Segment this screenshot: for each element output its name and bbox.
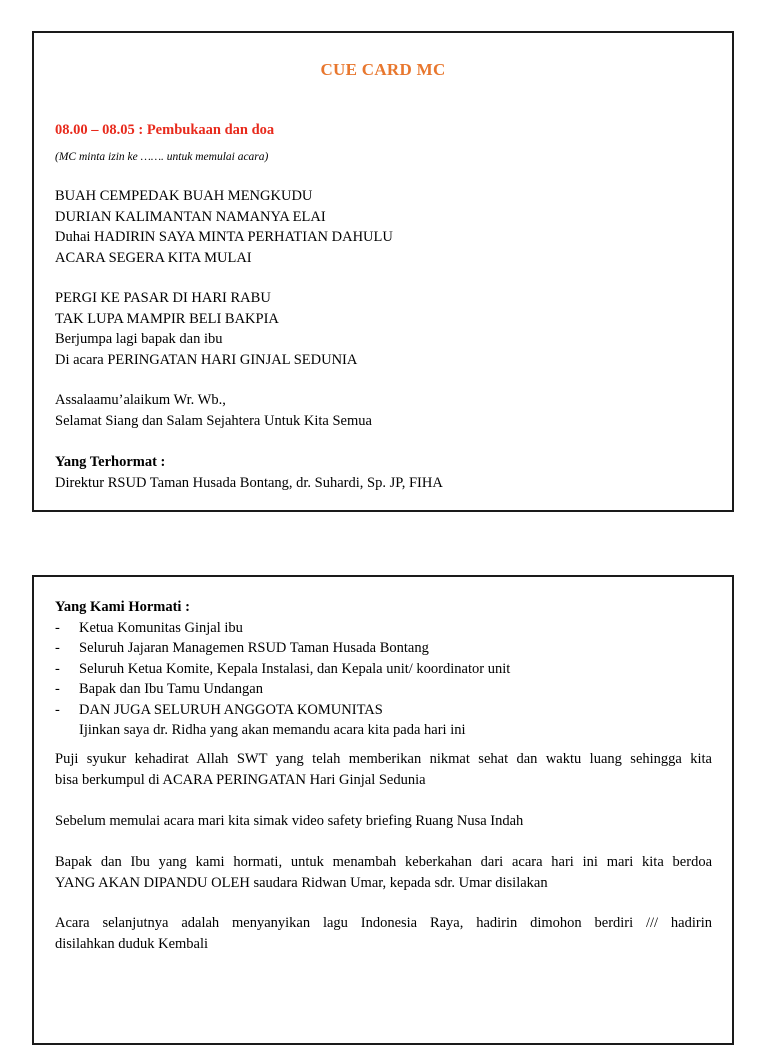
- paragraph-line: YANG AKAN DIPANDU OLEH saudara Ridwan Umar, kepada sdr. Umar disilakan: [55, 875, 548, 891]
- card-title: CUE CARD MC: [320, 60, 446, 79]
- paragraph-4: [55, 913, 712, 955]
- paragraph-3: [55, 852, 712, 894]
- list-item: - Bapak dan Ibu Tamu Undangan: [55, 679, 712, 700]
- pantun-line: DURIAN KALIMANTAN NAMANYA ELAI: [55, 208, 326, 225]
- pantun-line: PERGI KE PASAR DI HARI RABU: [55, 290, 271, 306]
- pantun-2: [55, 288, 712, 370]
- dash-bullet: -: [55, 619, 60, 636]
- pantun-line: TAK LUPA MAMPIR BELI BAKPIA: [55, 310, 279, 327]
- greeting-line: Assalaamu’alaikum Wr. Wb.,: [55, 392, 226, 408]
- honored-list: [55, 618, 712, 721]
- paragraph-line: disilahkan duduk Kembali: [55, 936, 209, 952]
- pantun-line: Duhai HADIRIN SAYA MINTA PERHATIAN DAHULU: [55, 229, 393, 245]
- greeting-line: Selamat Siang dan Salam Sejahtera Untuk Kita Semua: [55, 412, 372, 429]
- honored-label: Yang Kami Hormati :: [55, 599, 190, 615]
- dash-bullet: -: [55, 660, 60, 677]
- dash-bullet: -: [55, 640, 60, 656]
- paragraph-line: Sebelum memulai acara mari kita simak video safety briefing Ruang Nusa Indah: [55, 813, 524, 829]
- cue-card-1: [32, 31, 734, 512]
- respected-name: Direktur RSUD Taman Husada Bontang, dr. Suhardi, Sp. JP, FIHA: [55, 474, 443, 491]
- greeting: [55, 390, 712, 431]
- mc-note: (MC minta izin ke ……. untuk memulai acara): [55, 151, 269, 163]
- list-item: - Seluruh Ketua Komite, Kepala Instalasi, dan Kepala unit/ koordinator unit: [55, 659, 712, 680]
- dash-bullet: -: [55, 681, 60, 697]
- paragraph-line: Bapak dan Ibu yang kami hormati, untuk menambah keberkahan dari acara hari ini mari kita berdoa: [55, 854, 712, 870]
- paragraph-line: Acara selanjutnya adalah menyanyikan lagu Indonesia Raya, hadirin dimohon berdiri /// hadirin: [55, 915, 712, 931]
- paragraph-line: bisa berkumpul di ACARA PERINGATAN Hari Ginjal Sedunia: [55, 772, 426, 788]
- honored-section: [55, 597, 712, 741]
- pantun-line: Berjumpa lagi bapak dan ibu: [55, 331, 223, 347]
- list-item: - DAN JUGA SELURUH ANGGOTA KOMUNITAS: [55, 700, 712, 721]
- list-item: - Seluruh Jajaran Managemen RSUD Taman Husada Bontang: [55, 638, 712, 659]
- pantun-line: Di acara PERINGATAN HARI GINJAL SEDUNIA: [55, 351, 358, 368]
- paragraph-2: [55, 811, 712, 832]
- pantun-1: [55, 186, 712, 268]
- pantun-line: ACARA SEGERA KITA MULAI: [55, 249, 252, 266]
- pantun-line: BUAH CEMPEDAK BUAH MENGKUDU: [55, 188, 313, 204]
- time-heading: 08.00 – 08.05 : Pembukaan dan doa: [55, 122, 275, 138]
- list-item: - Ketua Komunitas Ginjal ibu: [55, 618, 712, 639]
- respected-section: [55, 452, 712, 493]
- respected-label: Yang Terhormat :: [55, 454, 166, 470]
- paragraph-line: Puji syukur kehadirat Allah SWT yang telah memberikan nikmat sehat dan waktu luang sehingga kita: [55, 751, 712, 767]
- paragraph-1: [55, 749, 712, 791]
- dash-bullet: -: [55, 701, 60, 718]
- intro-line: Ijinkan saya dr. Ridha yang akan memandu acara kita pada hari ini: [79, 722, 466, 738]
- cue-card-2: [32, 575, 734, 1045]
